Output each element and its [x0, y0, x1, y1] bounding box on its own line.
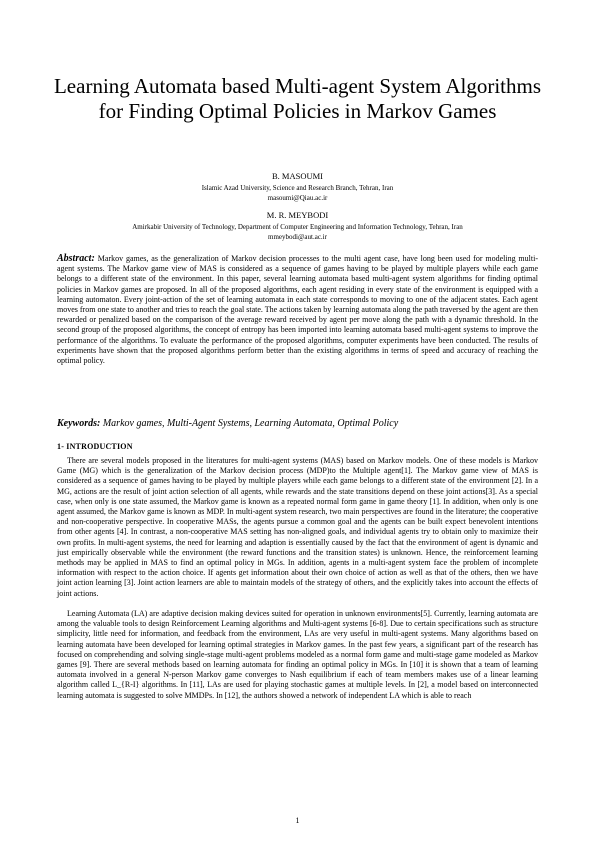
keywords: [57, 418, 538, 430]
page-number: 1: [295, 816, 300, 825]
author-affiliation-2: Amirkabir University of Technology, Department of Computer Engineering and Information Technology, Tehran, Iran: [132, 223, 463, 231]
abstract: [57, 254, 538, 366]
author-email-2: mmeybodi@aut.ac.ir: [268, 232, 327, 241]
author-affiliation-block-2: [40, 223, 555, 242]
abstract-text: Markov games, as the generalization of Markov decision processes to the multi agent case, have long been used for modeling multi-agent systems. The Markov game view of MAS is considered as a sequence of games having to be played by multiple players while each game belongs to a different state of the environment. In this paper, several learning automata based multi-agent system algorithms for finding optimal policies in Markov games are proposed. In all of the proposed algorithms, each agent residing in every state of the environment is equipped with a learning automaton. Every joint-action of the set of learning automata in each state corresponds to moving to one of the adjacent states. Each agent moves from one state to another and tries to reach the goal state. The actions taken by learning automata along the path traversed by the agent are then rewarded or penalized based on the comparison of the average reward received by agent per move along the path with a dynamic threshold. In the second group of the proposed algorithms, the concept of entropy has been imported into learning automata based multi-agent systems to improve the performance of the algorithms. To evaluate the performance of the proposed algorithms, computer experiments have been conducted. The results of experiments have shown that the proposed algorithms perform better than the existing algorithms in terms of speed and accuracy of reaching the optimal policy.: [57, 254, 539, 366]
abstract-label: Abstract:: [57, 253, 95, 264]
body-paragraph-1: There are several models proposed in the literatures for multi-agent systems (MAS) based on Markov models. One of these models is Markov Game (MG) which is the generalization of the Markov decision process (MDP)to the Multiple agent[1]. The Markov game view of MAS is considered as a sequence of games having to be played by multiple players while each game belongs to a different state of the environment [2]. In a MG, actions are the result of joint action selection of all agents, while rewards and the state transitions depend on these joint actions[3]. As a special case, when only is one state assumed, the Markov game is known as a repeated normal form game in game theory [1]. In addition, when only is one agent assumed, the Markov game is known as MDP. In multi-agent system research, two main perspectives are found in the literature; the cooperative and non-cooperative perspective. In cooperative MASs, the agents pursue a common goal and the agents can be built expect benevolent intentions from other agents [4]. In contrast, a non-cooperative MAS setting has non-aligned goals, and individual agents try to obtain only to maximize their own profits. In multi-agent systems, the need for learning and adaption is essentially caused by the fact that the environment of agent is dynamic and just empirically observable while the environment (the reward functions and the transition states) is unknown. Hence, the reinforcement learning methods may be applied in MAS to find an optimal policy in MGs. In addition, agents in a multi-agent system face the problem of incomplete information with respect to the action choice. If agents get information about their own choice of action as well as that of the others, then we have joint action learning [3]. Joint action learners are able to maintain models of the strategy of others, and the explicitly takes into account the effects of joint actions.: [57, 456, 538, 598]
author-name-1: B. MASOUMI: [271, 171, 323, 181]
author-affiliation-block-1: [40, 184, 555, 203]
section-heading-introduction: 1- INTRODUCTION: [57, 442, 133, 451]
keywords-label: Keywords:: [57, 418, 101, 429]
body-paragraph-2: Learning Automata (LA) are adaptive decision making devices suited for operation in unknown environments[5]. Currently, learning automata are among the valuable tools to design Reinforcement Learning algorithms and Multi-agent systems [6-8]. Due to certain specifications such as structure simplicity, little need for information, and feedback from the environment, LAs are very useful in multi-agent systems. Many algorithms based on learning automata have been developed for learning optimal strategies in Markov games. In the past few years, a significant part of the research has focused on comprehending and solving single-stage multi-agent problems modeled as a normal form game and multi-stage game modeled as Markov games [9]. There are several methods based on learning automata for finding an optimal policy in MGs. In [10] it is shown that a team of learning automata involved in a general N-person Markov game converges to Nash equilibrium if each of team members makes use of a linear learning algorithm called L_{R-I} algorithms. In [11], LAs are used for playing stochastic games at multiple levels. In [2], a model based on interconnected learning automata is suggested to solve MMDPs. In [12], the authors showed a network of independent LA which is able to reach: [57, 609, 538, 700]
author-name-2: M. R. MEYBODI: [266, 210, 329, 220]
paper-title: Learning Automata based Multi-agent System Algorithms for Finding Optimal Policies in Markov Games: [53, 74, 541, 123]
author-affiliation-1: Islamic Azad University, Science and Research Branch, Tehran, Iran: [201, 184, 394, 192]
author-email-1: masoumi@Qiau.ac.ir: [267, 193, 328, 202]
keywords-text: Markov games, Multi-Agent Systems, Learning Automata, Optimal Policy: [102, 418, 399, 429]
